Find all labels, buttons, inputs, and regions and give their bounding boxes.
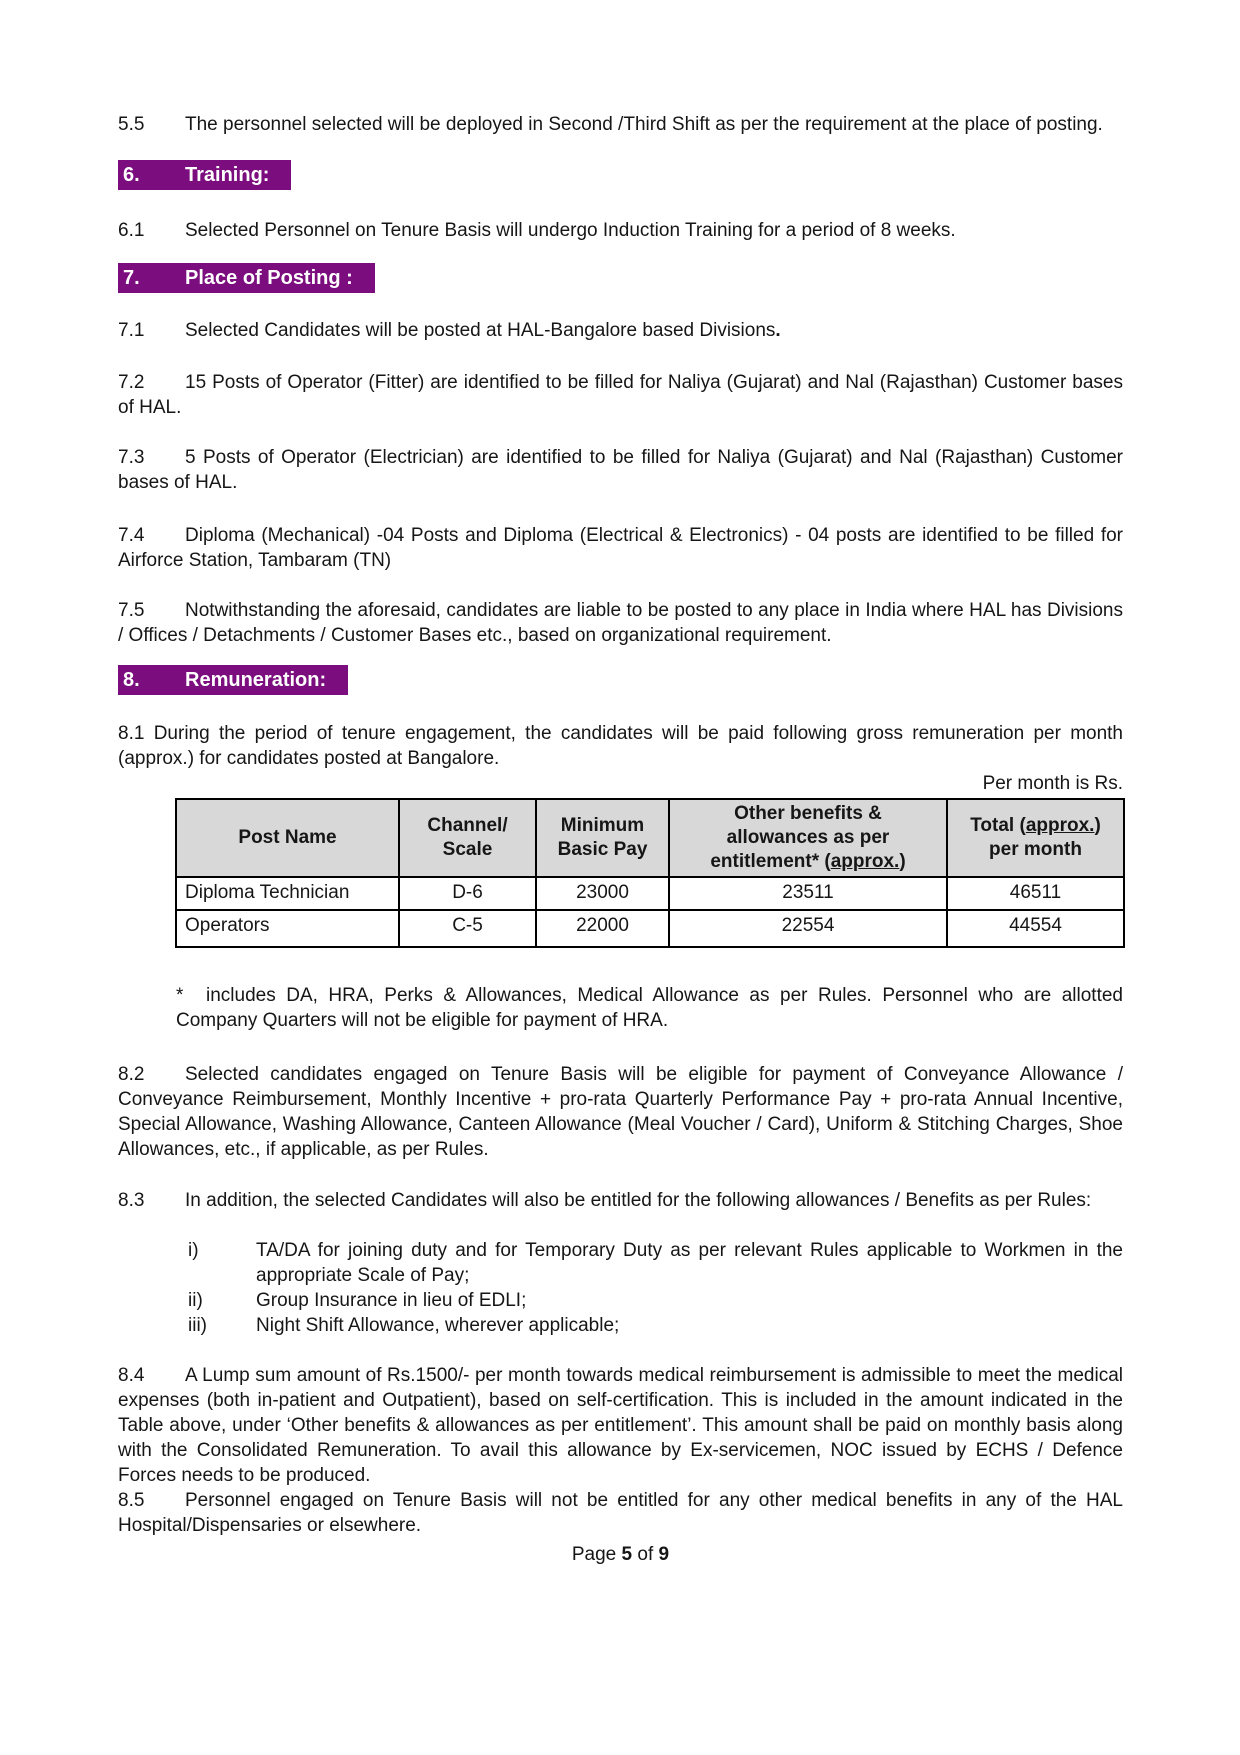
clause-number: 7.1 xyxy=(118,320,145,341)
list-item xyxy=(118,1313,1123,1338)
remuneration-table xyxy=(175,798,1125,948)
clause-text: The personnel selected will be deployed in Second /Third Shift as per the requirement at the place of posting. xyxy=(185,114,1103,135)
clause-text: 15 Posts of Operator (Fitter) are identified to be filled for Naliya (Gujarat) and Nal (Rajasthan) Customer bases of HAL. xyxy=(118,372,1123,418)
clause-text: Selected candidates engaged on Tenure Basis will be eligible for payment of Conveyance Allowance / Conveyance Reimbursement, Monthly Incentive + pro-rata Quarterly Performance Pay + pro-rata Annual Incentive, Special Allowance, Washing Allowance, Canteen Allowance (Meal Voucher / Card), Uniform & Stitching Charges, Shoe Allowances, etc., if applicable, as per Rules. xyxy=(118,1064,1123,1160)
clause-number: 7.4 xyxy=(118,525,145,546)
clause-number: 8.5 xyxy=(118,1490,145,1511)
section-heading-place-of-posting xyxy=(118,263,375,293)
paragraph-8-3 xyxy=(118,1188,1123,1213)
list-item-text: Group Insurance in lieu of EDLI; xyxy=(256,1290,527,1311)
clause-text-suffix: . xyxy=(775,320,781,341)
heading-label: Place of Posting : xyxy=(185,267,353,289)
clause-number: 7.3 xyxy=(118,447,145,468)
col-header-total-per-month: Total (approx.) per month xyxy=(947,799,1124,877)
cell-post-name: Operators xyxy=(176,910,399,947)
paragraph-7-4 xyxy=(118,523,1123,573)
heading-number: 7. xyxy=(123,267,140,289)
allowance-list xyxy=(118,1238,1123,1338)
table-header-row xyxy=(176,799,1124,877)
total-pages: 9 xyxy=(658,1544,670,1565)
heading-label: Training: xyxy=(185,164,270,186)
list-marker: i) xyxy=(188,1240,199,1261)
cell-total: 46511 xyxy=(947,877,1124,910)
col-header-minimum-basic-pay: Minimum Basic Pay xyxy=(536,799,669,877)
clause-text: Selected Personnel on Tenure Basis will undergo Induction Training for a period of 8 weeks. xyxy=(185,220,956,241)
clause-text: Notwithstanding the aforesaid, candidates are liable to be posted to any place in India where HAL has Divisions / Offices / Detachments / Customer Bases etc., based on organizational requirement. xyxy=(118,600,1123,646)
col-header-post-name: Post Name xyxy=(176,799,399,877)
table-row xyxy=(176,877,1124,910)
paragraph-6-1 xyxy=(118,218,1123,243)
clause-number: 7.2 xyxy=(118,372,145,393)
list-marker: ii) xyxy=(188,1290,203,1311)
clause-text: A Lump sum amount of Rs.1500/- per month towards medical reimbursement is admissible to meet the medical expenses (both in-patient and Outpatient), based on self-certification. This is included in the amount indicated in the Table above, under ‘Other benefits & allowances as per entitlement’. This amount shall be paid on monthly basis along with the Consolidated Remuneration. To avail this allowance by Ex-servicemen, NOC issued by ECHS / Defence Forces needs to be produced. xyxy=(118,1365,1123,1486)
paragraph-5-5 xyxy=(118,112,1123,137)
cell-minimum-basic-pay: 22000 xyxy=(536,910,669,947)
of-label: of xyxy=(637,1544,654,1565)
page-number: 5 xyxy=(621,1544,633,1565)
list-item-text: TA/DA for joining duty and for Temporary Duty as per relevant Rules applicable to Workmen in the appropriate Scale of Pay; xyxy=(256,1240,1123,1286)
list-item xyxy=(118,1288,1123,1313)
paragraph-7-2 xyxy=(118,370,1123,420)
clause-text: During the period of tenure engagement, the candidates will be paid following gross remuneration per month (approx.) for candidates posted at Bangalore. xyxy=(118,723,1123,769)
page-label: Page xyxy=(571,1544,617,1565)
list-marker: iii) xyxy=(188,1315,207,1336)
paragraph-8-1 xyxy=(118,721,1123,771)
footnote-text: includes DA, HRA, Perks & Allowances, Medical Allowance as per Rules. Personnel who are allotted Company Quarters will not be eligible for payment of HRA. xyxy=(176,985,1123,1031)
col-header-channel-scale: Channel/ Scale xyxy=(399,799,536,877)
col-header-other-benefits: Other benefits & allowances as per entitlement* (approx.) xyxy=(669,799,947,877)
per-month-note: Per month is Rs. xyxy=(982,773,1123,794)
cell-channel-scale: C-5 xyxy=(399,910,536,947)
paragraph-8-2 xyxy=(118,1062,1123,1162)
cell-other-benefits: 23511 xyxy=(669,877,947,910)
clause-number: 8.2 xyxy=(118,1064,145,1085)
footnote-asterisk: * xyxy=(176,985,184,1006)
clause-text: Personnel engaged on Tenure Basis will not be entitled for any other medical benefits in any of the HAL Hospital/Dispensaries or elsewhere. xyxy=(118,1490,1123,1536)
section-heading-remuneration xyxy=(118,665,348,695)
clause-text: 5 Posts of Operator (Electrician) are identified to be filled for Naliya (Gujarat) and Nal (Rajasthan) Customer bases of HAL. xyxy=(118,447,1123,493)
clause-number: 8.4 xyxy=(118,1365,145,1386)
paragraph-7-3 xyxy=(118,445,1123,495)
clause-number: 5.5 xyxy=(118,114,145,135)
clause-text: In addition, the selected Candidates will also be entitled for the following allowances / Benefits as per Rules: xyxy=(185,1190,1092,1211)
clause-number: 8.1 xyxy=(118,723,145,744)
cell-post-name: Diploma Technician xyxy=(176,877,399,910)
list-item xyxy=(118,1238,1123,1288)
heading-label: Remuneration: xyxy=(185,669,327,691)
paragraph-8-5 xyxy=(118,1488,1123,1538)
paragraph-8-4 xyxy=(118,1363,1123,1488)
clause-text: Diploma (Mechanical) -04 Posts and Diploma (Electrical & Electronics) - 04 posts are identified to be filled for Airforce Station, Tambaram (TN) xyxy=(118,525,1123,571)
clause-number: 6.1 xyxy=(118,220,145,241)
table-row xyxy=(176,910,1124,947)
cell-other-benefits: 22554 xyxy=(669,910,947,947)
table-footnote xyxy=(176,983,1123,1033)
cell-minimum-basic-pay: 23000 xyxy=(536,877,669,910)
cell-channel-scale: D-6 xyxy=(399,877,536,910)
clause-text: Selected Candidates will be posted at HAL-Bangalore based Divisions xyxy=(185,320,776,341)
clause-number: 7.5 xyxy=(118,600,145,621)
list-item-text: Night Shift Allowance, wherever applicable; xyxy=(256,1315,620,1336)
clause-number: 8.3 xyxy=(118,1190,145,1211)
heading-number: 6. xyxy=(123,164,140,186)
section-heading-training xyxy=(118,160,291,190)
page-footer xyxy=(118,1542,1123,1567)
paragraph-7-5 xyxy=(118,598,1123,648)
paragraph-7-1 xyxy=(118,318,1123,343)
cell-total: 44554 xyxy=(947,910,1124,947)
heading-number: 8. xyxy=(123,669,140,691)
